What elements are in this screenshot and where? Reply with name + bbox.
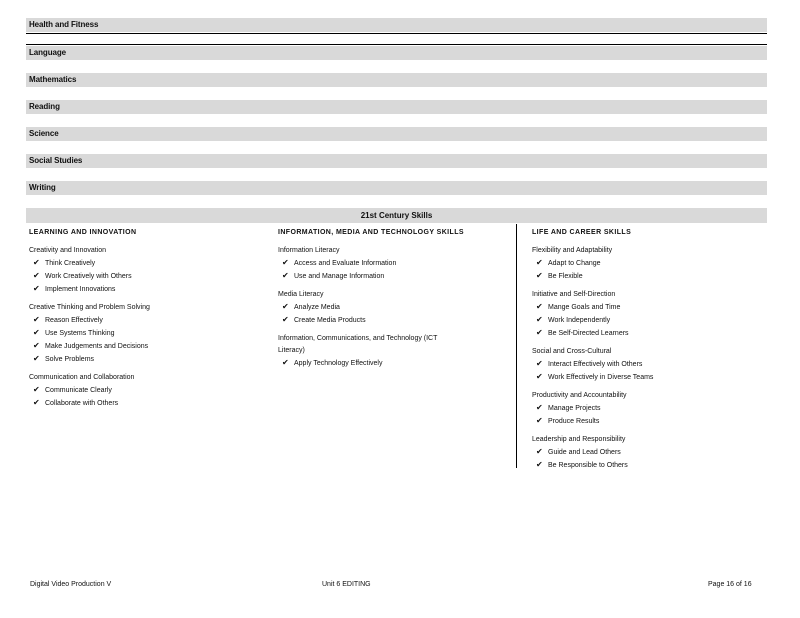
skill-group-title: Initiative and Self-Direction (532, 291, 616, 298)
check-icon: ✔ (33, 328, 40, 337)
check-icon: ✔ (536, 460, 543, 469)
skill-group-title: Media Literacy (278, 291, 324, 298)
skill-item (532, 257, 764, 270)
skill-item-label: Create Media Products (294, 317, 366, 324)
footer-page-number: Page 16 of 16 (708, 581, 752, 588)
column-heading: LIFE AND CAREER SKILLS (532, 229, 632, 236)
skill-item-label: Be Flexible (548, 273, 583, 280)
check-icon: ✔ (282, 258, 289, 267)
column-heading: INFORMATION, MEDIA AND TECHNOLOGY SKILLS (278, 229, 464, 236)
skills-column-information (278, 227, 510, 376)
check-icon: ✔ (282, 358, 289, 367)
check-icon: ✔ (33, 271, 40, 280)
skill-item-label: Communicate Clearly (45, 387, 112, 394)
subject-bar-writing (26, 181, 767, 195)
skill-item (278, 301, 510, 314)
skill-item (29, 257, 269, 270)
check-icon: ✔ (33, 315, 40, 324)
check-icon: ✔ (536, 359, 543, 368)
skill-item-label: Use and Manage Information (294, 273, 385, 280)
subject-label: Writing (29, 183, 56, 192)
skill-item (29, 340, 269, 353)
skill-group (29, 372, 269, 410)
skill-group-title: Productivity and Accountability (532, 392, 627, 399)
subject-label: Mathematics (29, 75, 77, 84)
subject-bar-social-studies (26, 154, 767, 168)
skill-group-title: Leadership and Responsibility (532, 436, 626, 443)
skill-item-label: Use Systems Thinking (45, 330, 115, 337)
check-icon: ✔ (33, 385, 40, 394)
subject-bar-reading (26, 100, 767, 114)
check-icon: ✔ (536, 315, 543, 324)
skill-group (532, 434, 764, 472)
skill-group (532, 390, 764, 428)
skills-column-life-career (532, 227, 764, 478)
skill-group (278, 245, 510, 283)
skill-item-label: Adapt to Change (548, 260, 601, 267)
skills-title: 21st Century Skills (360, 211, 433, 220)
skill-item (29, 384, 269, 397)
subject-bar-science (26, 127, 767, 141)
skill-item (532, 314, 764, 327)
skill-item-label: Work Independently (548, 317, 611, 324)
subject-bar-mathematics (26, 73, 767, 87)
skill-item (532, 301, 764, 314)
skill-item (29, 283, 269, 296)
skill-item-label: Manage Projects (548, 405, 601, 412)
subject-bar-health-fitness (26, 18, 767, 32)
skill-item-label: Reason Effectively (45, 317, 103, 324)
skill-item (278, 257, 510, 270)
skill-item-label: Make Judgements and Decisions (45, 343, 149, 350)
check-icon: ✔ (33, 354, 40, 363)
skill-item (532, 446, 764, 459)
skill-item-label: Implement Innovations (45, 286, 116, 293)
column-divider (516, 224, 517, 468)
column-heading: LEARNING AND INNOVATION (29, 229, 137, 236)
skill-item-label: Guide and Lead Others (548, 449, 621, 456)
skill-group (278, 289, 510, 327)
skill-item (532, 459, 764, 472)
skill-group (532, 289, 764, 340)
skills-title-bar (26, 208, 767, 223)
skill-item-label: Be Responsible to Others (548, 462, 628, 469)
skill-item-label: Access and Evaluate Information (294, 260, 397, 267)
skill-group-title: Information, Communications, and Technology (ICT Literacy) (278, 335, 438, 354)
skill-item (532, 327, 764, 340)
skill-item-label: Produce Results (548, 418, 600, 425)
check-icon: ✔ (33, 341, 40, 350)
skill-item-label: Think Creatively (45, 260, 96, 267)
check-icon: ✔ (33, 258, 40, 267)
skill-group (278, 333, 510, 370)
skill-item-label: Collaborate with Others (45, 400, 119, 407)
check-icon: ✔ (536, 447, 543, 456)
check-icon: ✔ (282, 271, 289, 280)
skill-group-title: Communication and Collaboration (29, 374, 135, 381)
divider-line (26, 44, 767, 45)
skill-group (29, 245, 269, 296)
skill-item (29, 314, 269, 327)
check-icon: ✔ (282, 315, 289, 324)
skill-item (278, 357, 510, 370)
check-icon: ✔ (536, 372, 543, 381)
skill-item-label: Be Self-Directed Learners (548, 330, 629, 337)
divider-line (26, 33, 767, 34)
check-icon: ✔ (536, 302, 543, 311)
check-icon: ✔ (536, 271, 543, 280)
check-icon: ✔ (33, 284, 40, 293)
skill-item (29, 353, 269, 366)
skill-item-label: Interact Effectively with Others (548, 361, 643, 368)
skill-group-title: Creativity and Innovation (29, 247, 107, 254)
skill-item (29, 327, 269, 340)
skill-item (532, 358, 764, 371)
subject-label: Language (29, 48, 66, 57)
subject-bar-language (26, 46, 767, 60)
skill-item (532, 270, 764, 283)
subject-label: Reading (29, 102, 60, 111)
check-icon: ✔ (33, 398, 40, 407)
skill-item (29, 270, 269, 283)
skill-item-label: Work Effectively in Diverse Teams (548, 374, 654, 381)
skill-item-label: Apply Technology Effectively (294, 360, 383, 367)
skill-group-title: Flexibility and Adaptability (532, 247, 613, 254)
check-icon: ✔ (536, 258, 543, 267)
skill-item-label: Mange Goals and Time (548, 304, 621, 311)
check-icon: ✔ (536, 403, 543, 412)
skill-item (278, 270, 510, 283)
skill-item (532, 371, 764, 384)
skill-group-title: Social and Cross-Cultural (532, 348, 612, 355)
skill-item-label: Analyze Media (294, 304, 340, 311)
check-icon: ✔ (536, 416, 543, 425)
skill-item-label: Work Creatively with Others (45, 273, 132, 280)
skill-group (532, 346, 764, 384)
subject-label: Health and Fitness (29, 20, 99, 29)
skill-group (532, 245, 764, 283)
footer-course: Digital Video Production V (30, 581, 112, 588)
check-icon: ✔ (536, 328, 543, 337)
check-icon: ✔ (282, 302, 289, 311)
skill-group (29, 302, 269, 366)
skill-item (532, 415, 764, 428)
skill-item-label: Solve Problems (45, 356, 95, 363)
footer-unit: Unit 6 EDITING (322, 581, 371, 588)
subject-label: Social Studies (29, 156, 83, 165)
skills-column-learning (29, 227, 269, 416)
skill-item (278, 314, 510, 327)
subject-label: Science (29, 129, 59, 138)
skill-group-title: Creative Thinking and Problem Solving (29, 304, 150, 311)
skill-item (532, 402, 764, 415)
skill-item (29, 397, 269, 410)
skill-group-title: Information Literacy (278, 247, 340, 254)
